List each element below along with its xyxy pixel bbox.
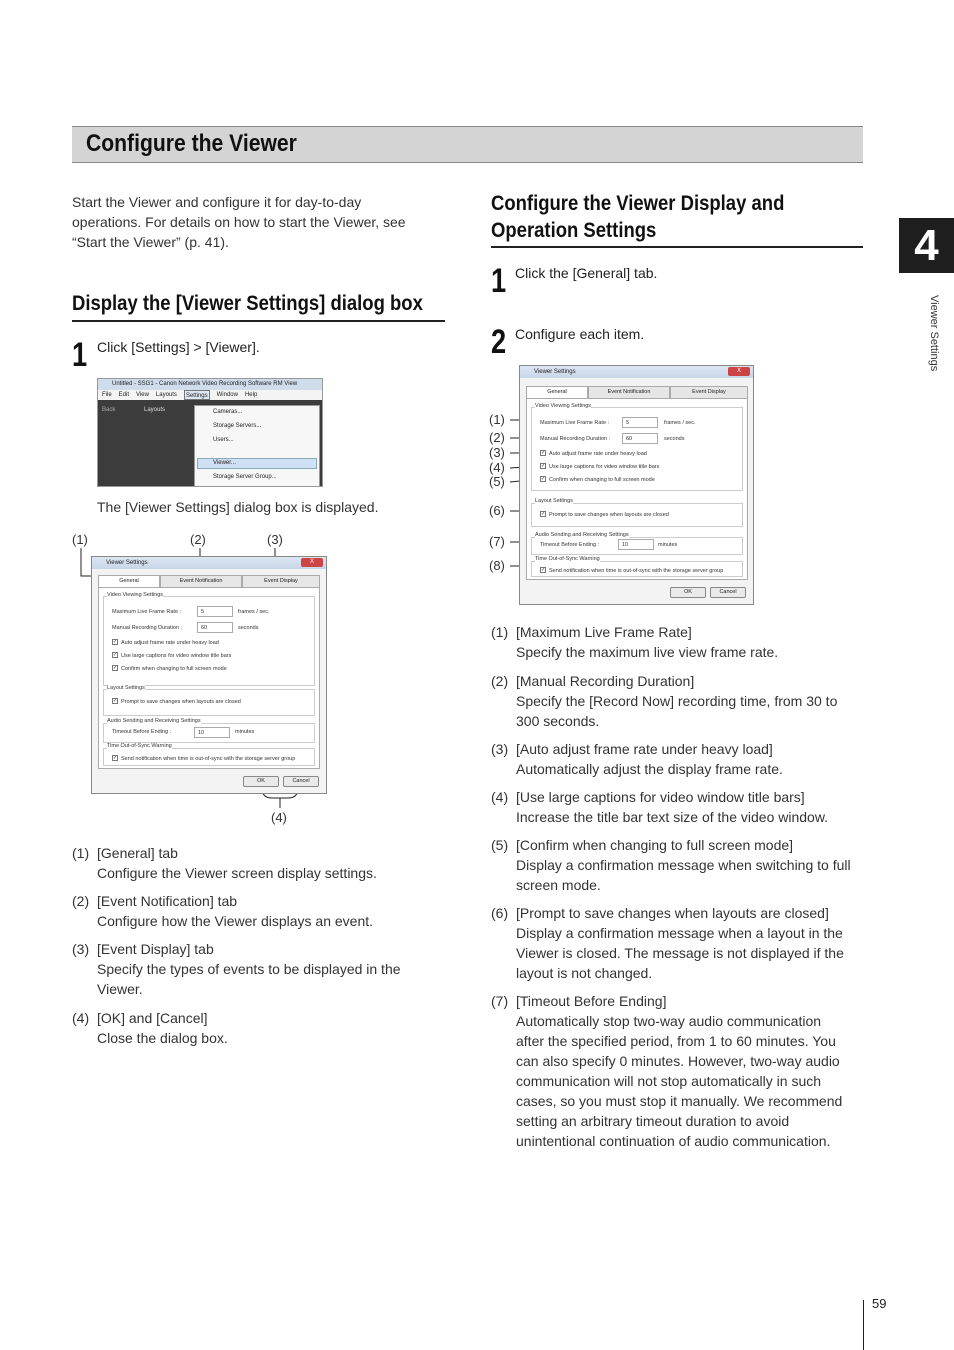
right-group-sync-label: Time Out-of-Sync Warning — [535, 556, 600, 562]
left-item-3-desc: Specify the types of events to be displayed in the Viewer. — [97, 961, 401, 997]
page-number-rule — [863, 1300, 864, 1350]
left-item-1-title: [General] tab — [97, 845, 178, 861]
right-dialog-title: Viewer Settings — [534, 369, 576, 375]
right-chk-confirm-label: Confirm when changing to full screen mode — [549, 477, 655, 483]
right-callout-8: (8) — [489, 558, 505, 573]
left-timeout-label: Timeout Before Ending : — [112, 729, 172, 735]
right-item-1 — [491, 622, 863, 662]
right-tab-general[interactable]: General — [526, 386, 588, 398]
menu-settings[interactable]: Settings — [184, 390, 210, 400]
menu-file[interactable]: File — [102, 392, 112, 398]
left-dialog-title: Viewer Settings — [106, 560, 148, 566]
intro-paragraph: Start the Viewer and configure it for day-to-day operations. For details on how to start the Viewer, see “Start the Viewer” (p. 41). — [72, 194, 406, 250]
right-item-4-title: [Use large captions for video window title bars] — [516, 789, 805, 805]
right-tab-event-display[interactable]: Event Display — [670, 386, 748, 398]
right-item-3-title: [Auto adjust frame rate under heavy load] — [516, 741, 773, 757]
left-manual-value: 60 — [201, 625, 208, 631]
right-item-4 — [491, 787, 863, 827]
left-item-3-num: (3) — [72, 941, 90, 957]
right-item-2-num: (2) — [491, 673, 509, 689]
right-manual-unit: seconds — [664, 436, 685, 442]
right-item-6-num: (6) — [491, 905, 509, 921]
left-item-1-desc: Configure the Viewer screen display settings. — [97, 865, 377, 881]
right-item-7-num: (7) — [491, 993, 509, 1009]
right-item-5 — [491, 835, 863, 895]
left-dialog-close-button[interactable]: X — [301, 558, 323, 567]
left-item-1-num: (1) — [72, 845, 90, 861]
left-group-layout-label: Layout Settings — [107, 685, 145, 691]
left-max-rate-value: 5 — [201, 609, 205, 615]
right-callout-3: (3) — [489, 445, 505, 460]
left-tab-event-display[interactable]: Event Display — [242, 575, 320, 587]
left-chk-confirm-box[interactable]: ✓ — [113, 665, 118, 671]
right-callout-2: (2) — [489, 430, 505, 445]
left-callout-4: (4) — [271, 810, 287, 825]
left-heading: Display the [Viewer Settings] dialog box — [72, 292, 423, 315]
left-tab-general[interactable]: General — [98, 575, 160, 587]
right-step1-text: Click the [General] tab. — [515, 265, 658, 281]
menu-layouts[interactable]: Layouts — [155, 392, 177, 398]
right-item-3-desc: Automatically adjust the display frame rate. — [516, 761, 783, 777]
menu-edit[interactable]: Edit — [118, 392, 130, 398]
right-item-7 — [491, 991, 863, 1171]
right-chk-large-label: Use large captions for video window title bars — [549, 464, 660, 470]
right-group-video-label: Video Viewing Settings — [535, 403, 592, 409]
left-chk-sync-box[interactable]: ✓ — [113, 755, 118, 761]
menu-item-users[interactable]: Users... — [213, 437, 234, 443]
right-item-4-num: (4) — [491, 789, 509, 805]
right-chk-prompt-box[interactable]: ✓ — [541, 511, 546, 517]
right-dialog-panel — [526, 398, 748, 580]
left-item-2-num: (2) — [72, 893, 90, 909]
left-manual-unit: seconds — [238, 625, 259, 631]
menu-window[interactable]: Window — [216, 392, 238, 398]
right-chk-auto-label: Auto adjust frame rate under heavy load — [549, 451, 647, 457]
left-group-video-label: Video Viewing Settings — [107, 592, 164, 598]
page-number: 59 — [872, 1296, 887, 1311]
side-label: Viewer Settings — [928, 295, 940, 372]
left-chk-prompt-box[interactable]: ✓ — [113, 698, 118, 704]
left-chk-auto-box[interactable]: ✓ — [113, 639, 118, 645]
page-title: Configure the Viewer — [86, 130, 297, 157]
left-item-4-title: [OK] and [Cancel] — [97, 1010, 208, 1026]
right-timeout-input[interactable] — [618, 539, 654, 550]
left-chk-auto-label: Auto adjust frame rate under heavy load — [121, 640, 219, 646]
right-item-6-desc: Display a confirmation message when a layout in the Viewer is closed. The message is not displayed if the layout is not changed. — [516, 925, 844, 981]
right-chk-large-box[interactable]: ✓ — [541, 463, 546, 469]
right-cancel-button[interactable]: Cancel — [710, 587, 746, 598]
right-item-1-num: (1) — [491, 624, 509, 640]
menu-item-cameras[interactable]: Cameras... — [213, 409, 243, 415]
chapter-tab: 4 — [899, 218, 954, 273]
right-step2-text: Configure each item. — [515, 326, 645, 342]
right-dialog-titlebar — [520, 366, 753, 378]
left-chk-large-label: Use large captions for video window title bars — [121, 653, 232, 659]
right-callout-7: (7) — [489, 534, 505, 549]
right-chk-confirm-box[interactable]: ✓ — [541, 476, 546, 482]
right-item-1-title: [Maximum Live Frame Rate] — [516, 624, 692, 640]
left-item-2-title: [Event Notification] tab — [97, 893, 238, 909]
right-manual-input[interactable] — [622, 433, 658, 444]
right-item-7-title: [Timeout Before Ending] — [516, 993, 667, 1009]
left-item-4-num: (4) — [72, 1010, 90, 1026]
left-callout-1: (1) — [72, 532, 88, 547]
right-timeout-unit: minutes — [658, 542, 678, 548]
menu-help[interactable]: Help — [244, 392, 258, 398]
right-chk-auto-box[interactable]: ✓ — [541, 450, 546, 456]
left-max-rate-unit: frames / sec. — [238, 609, 270, 615]
right-item-5-num: (5) — [491, 837, 509, 853]
left-callout-3: (3) — [267, 532, 283, 547]
right-max-rate-select[interactable] — [622, 417, 658, 428]
menu-item-viewer[interactable]: Viewer... — [213, 460, 236, 466]
left-cancel-button[interactable]: Cancel — [283, 776, 319, 787]
right-chk-sync-label: Send notification when time is out-of-sync with the storage server group — [549, 568, 724, 574]
menu-view[interactable]: View — [136, 392, 149, 398]
right-chk-sync-box[interactable]: ✓ — [541, 567, 546, 573]
right-item-2 — [491, 671, 863, 731]
left-step1-number: 1 — [72, 336, 88, 374]
right-group-layout-label: Layout Settings — [535, 498, 573, 504]
left-timeout-value: 10 — [198, 730, 205, 736]
left-item-3-title: [Event Display] tab — [97, 941, 214, 957]
right-tab-event-notification[interactable]: Event Notification — [588, 386, 670, 398]
menu-item-storage-servers[interactable]: Storage Servers... — [213, 423, 262, 429]
right-item-2-title: [Manual Recording Duration] — [516, 673, 695, 689]
menu-item-storage-server-group[interactable]: Storage Server Group... — [213, 474, 277, 480]
right-callout-5: (5) — [489, 474, 505, 489]
right-max-rate-label: Maximum Live Frame Rate : — [540, 420, 610, 426]
right-item-2-desc: Specify the [Record Now] recording time, from 30 to 300 seconds. — [516, 693, 838, 729]
right-item-7-desc: Automatically stop two-way audio communication after the specified period, from 1 to 60 minutes. You can also specify 0 minutes. However, two-way audio communication will not stop automatically in such cases, so you must stop it manually. We recommend setting an arbitrary timeout duration to avoid unintentional continuation of audio communication. — [516, 1013, 843, 1149]
right-chk-prompt-label: Prompt to save changes when layouts are closed — [549, 512, 669, 518]
right-timeout-value: 10 — [622, 542, 629, 548]
right-item-3-num: (3) — [491, 741, 509, 757]
left-group-audio-label: Audio Sending and Receiving Settings — [107, 718, 201, 724]
left-group-sync-label: Time Out-of-Sync Warning — [107, 743, 172, 749]
left-chk-large-box[interactable]: ✓ — [113, 652, 118, 658]
right-item-4-desc: Increase the title bar text size of the video window. — [516, 809, 829, 825]
right-step2-number: 2 — [491, 323, 507, 361]
right-step1-number: 1 — [491, 262, 507, 300]
right-callout-1: (1) — [489, 412, 505, 427]
right-heading: Configure the Viewer Display and Operation Settings — [491, 192, 785, 242]
right-callout-4: (4) — [489, 460, 505, 475]
right-timeout-label: Timeout Before Ending : — [540, 542, 600, 548]
left-item-4-desc: Close the dialog box. — [97, 1030, 228, 1046]
right-max-rate-value: 5 — [626, 420, 630, 426]
right-item-1-desc: Specify the maximum live view frame rate. — [516, 644, 779, 660]
left-step1-text: Click [Settings] > [Viewer]. — [97, 339, 260, 355]
right-dialog-tabs — [526, 386, 748, 398]
right-dialog-screenshot — [519, 365, 754, 605]
left-chk-sync-label: Send notification when time is out-of-sync with the storage server group — [121, 756, 296, 762]
right-item-6 — [491, 903, 863, 983]
right-max-rate-unit: frames / sec. — [664, 420, 696, 426]
left-ok-button[interactable]: OK — [243, 776, 279, 787]
right-ok-button[interactable]: OK — [670, 587, 706, 598]
right-dialog-close-button[interactable]: X — [728, 367, 750, 376]
left-max-rate-label: Maximum Live Frame Rate : — [112, 609, 182, 615]
left-manual-label: Manual Recording Duration : — [112, 625, 183, 631]
right-callout-6: (6) — [489, 503, 505, 518]
left-tab-event-notification[interactable]: Event Notification — [160, 575, 242, 587]
right-item-5-desc: Display a confirmation message when switching to full screen mode. — [516, 857, 851, 893]
right-item-6-title: [Prompt to save changes when layouts are closed] — [516, 905, 829, 921]
left-item-2-desc: Configure how the Viewer displays an event. — [97, 913, 374, 929]
toolbar-back[interactable]: Back — [102, 407, 116, 413]
right-item-3 — [491, 739, 863, 779]
left-chk-prompt-label: Prompt to save changes when layouts are closed — [121, 699, 241, 705]
right-item-5-title: [Confirm when changing to full screen mode] — [516, 837, 794, 853]
left-after-text: The [Viewer Settings] dialog box is displayed. — [97, 499, 379, 515]
window-titlebar: Untitled - SSG1 - Canon Network Video Recording Software RM View — [98, 379, 322, 390]
toolbar-layouts[interactable]: Layouts — [144, 407, 166, 413]
right-manual-label: Manual Recording Duration : — [540, 436, 611, 442]
left-chk-confirm-label: Confirm when changing to full screen mode — [121, 666, 227, 672]
right-group-audio-label: Audio Sending and Receiving Settings — [535, 532, 629, 538]
left-callout-2: (2) — [190, 532, 206, 547]
left-timeout-unit: minutes — [235, 729, 255, 735]
right-manual-value: 60 — [626, 436, 633, 442]
